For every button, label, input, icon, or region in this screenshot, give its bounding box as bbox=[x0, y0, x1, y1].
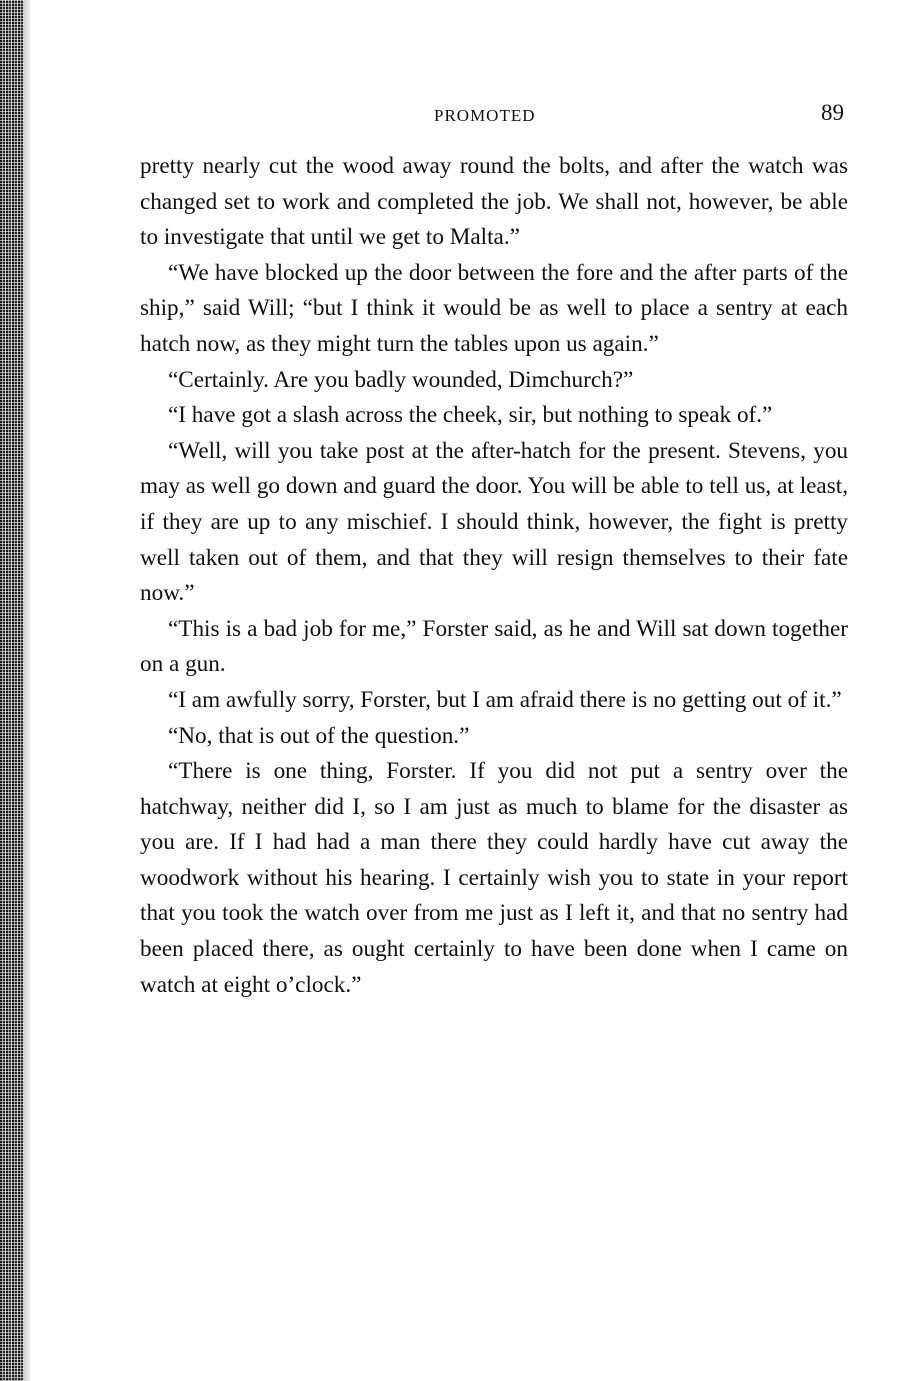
running-head: PROMOTED bbox=[434, 106, 536, 125]
paragraph: “Certainly. Are you badly wounded, Dimchurch?” bbox=[168, 366, 634, 393]
book-binding-edge bbox=[0, 0, 24, 1381]
page-header bbox=[140, 100, 848, 130]
paragraph: “No, that is out of the question.” bbox=[168, 722, 470, 749]
paragraph: “Well, will you take post at the after-hatch for the present. Stevens, you may as well go down and guard the door. You will be able to tell us, at least, if they are up to any mischief. I should think, however, the fight is pretty well taken out of them, and that they will resign themselves to their fate now.” bbox=[140, 437, 848, 607]
paragraph: “I have got a slash across the cheek, sir, but nothing to speak of.” bbox=[168, 402, 773, 429]
paragraph: “This is a bad job for me,” Forster said, as he and Will sat down together on a gun. bbox=[140, 615, 848, 678]
paragraph: pretty nearly cut the wood away round the bolts, and after the watch was changed set to work and completed the job. We shall not, however, be able to investigate that until we get to Malta.” bbox=[140, 153, 848, 251]
page-number: 89 bbox=[821, 100, 844, 125]
paragraph: “We have blocked up the door between the fore and the after parts of the ship,” said Will; “but I think it would be as well to place a sentry at each hatch now, as they might turn the tables upon us again.” bbox=[140, 259, 848, 357]
paragraph: “I am awfully sorry, Forster, but I am afraid there is no getting out of it.” bbox=[168, 686, 842, 713]
paragraph: “There is one thing, Forster. If you did not put a sentry over the hatchway, neither did I, so I am just as much to blame for the disaster as you are. If I had had a man there they could hardly have cut away the woodwork without his hearing. I certainly wish you to state in your report that you took the watch over from me just as I left it, and that no sentry had been placed there, as ought certainly to have been done when I came on watch at eight o’clock.” bbox=[140, 758, 848, 998]
body-text bbox=[140, 149, 848, 1003]
binding-shadow bbox=[24, 0, 32, 1381]
